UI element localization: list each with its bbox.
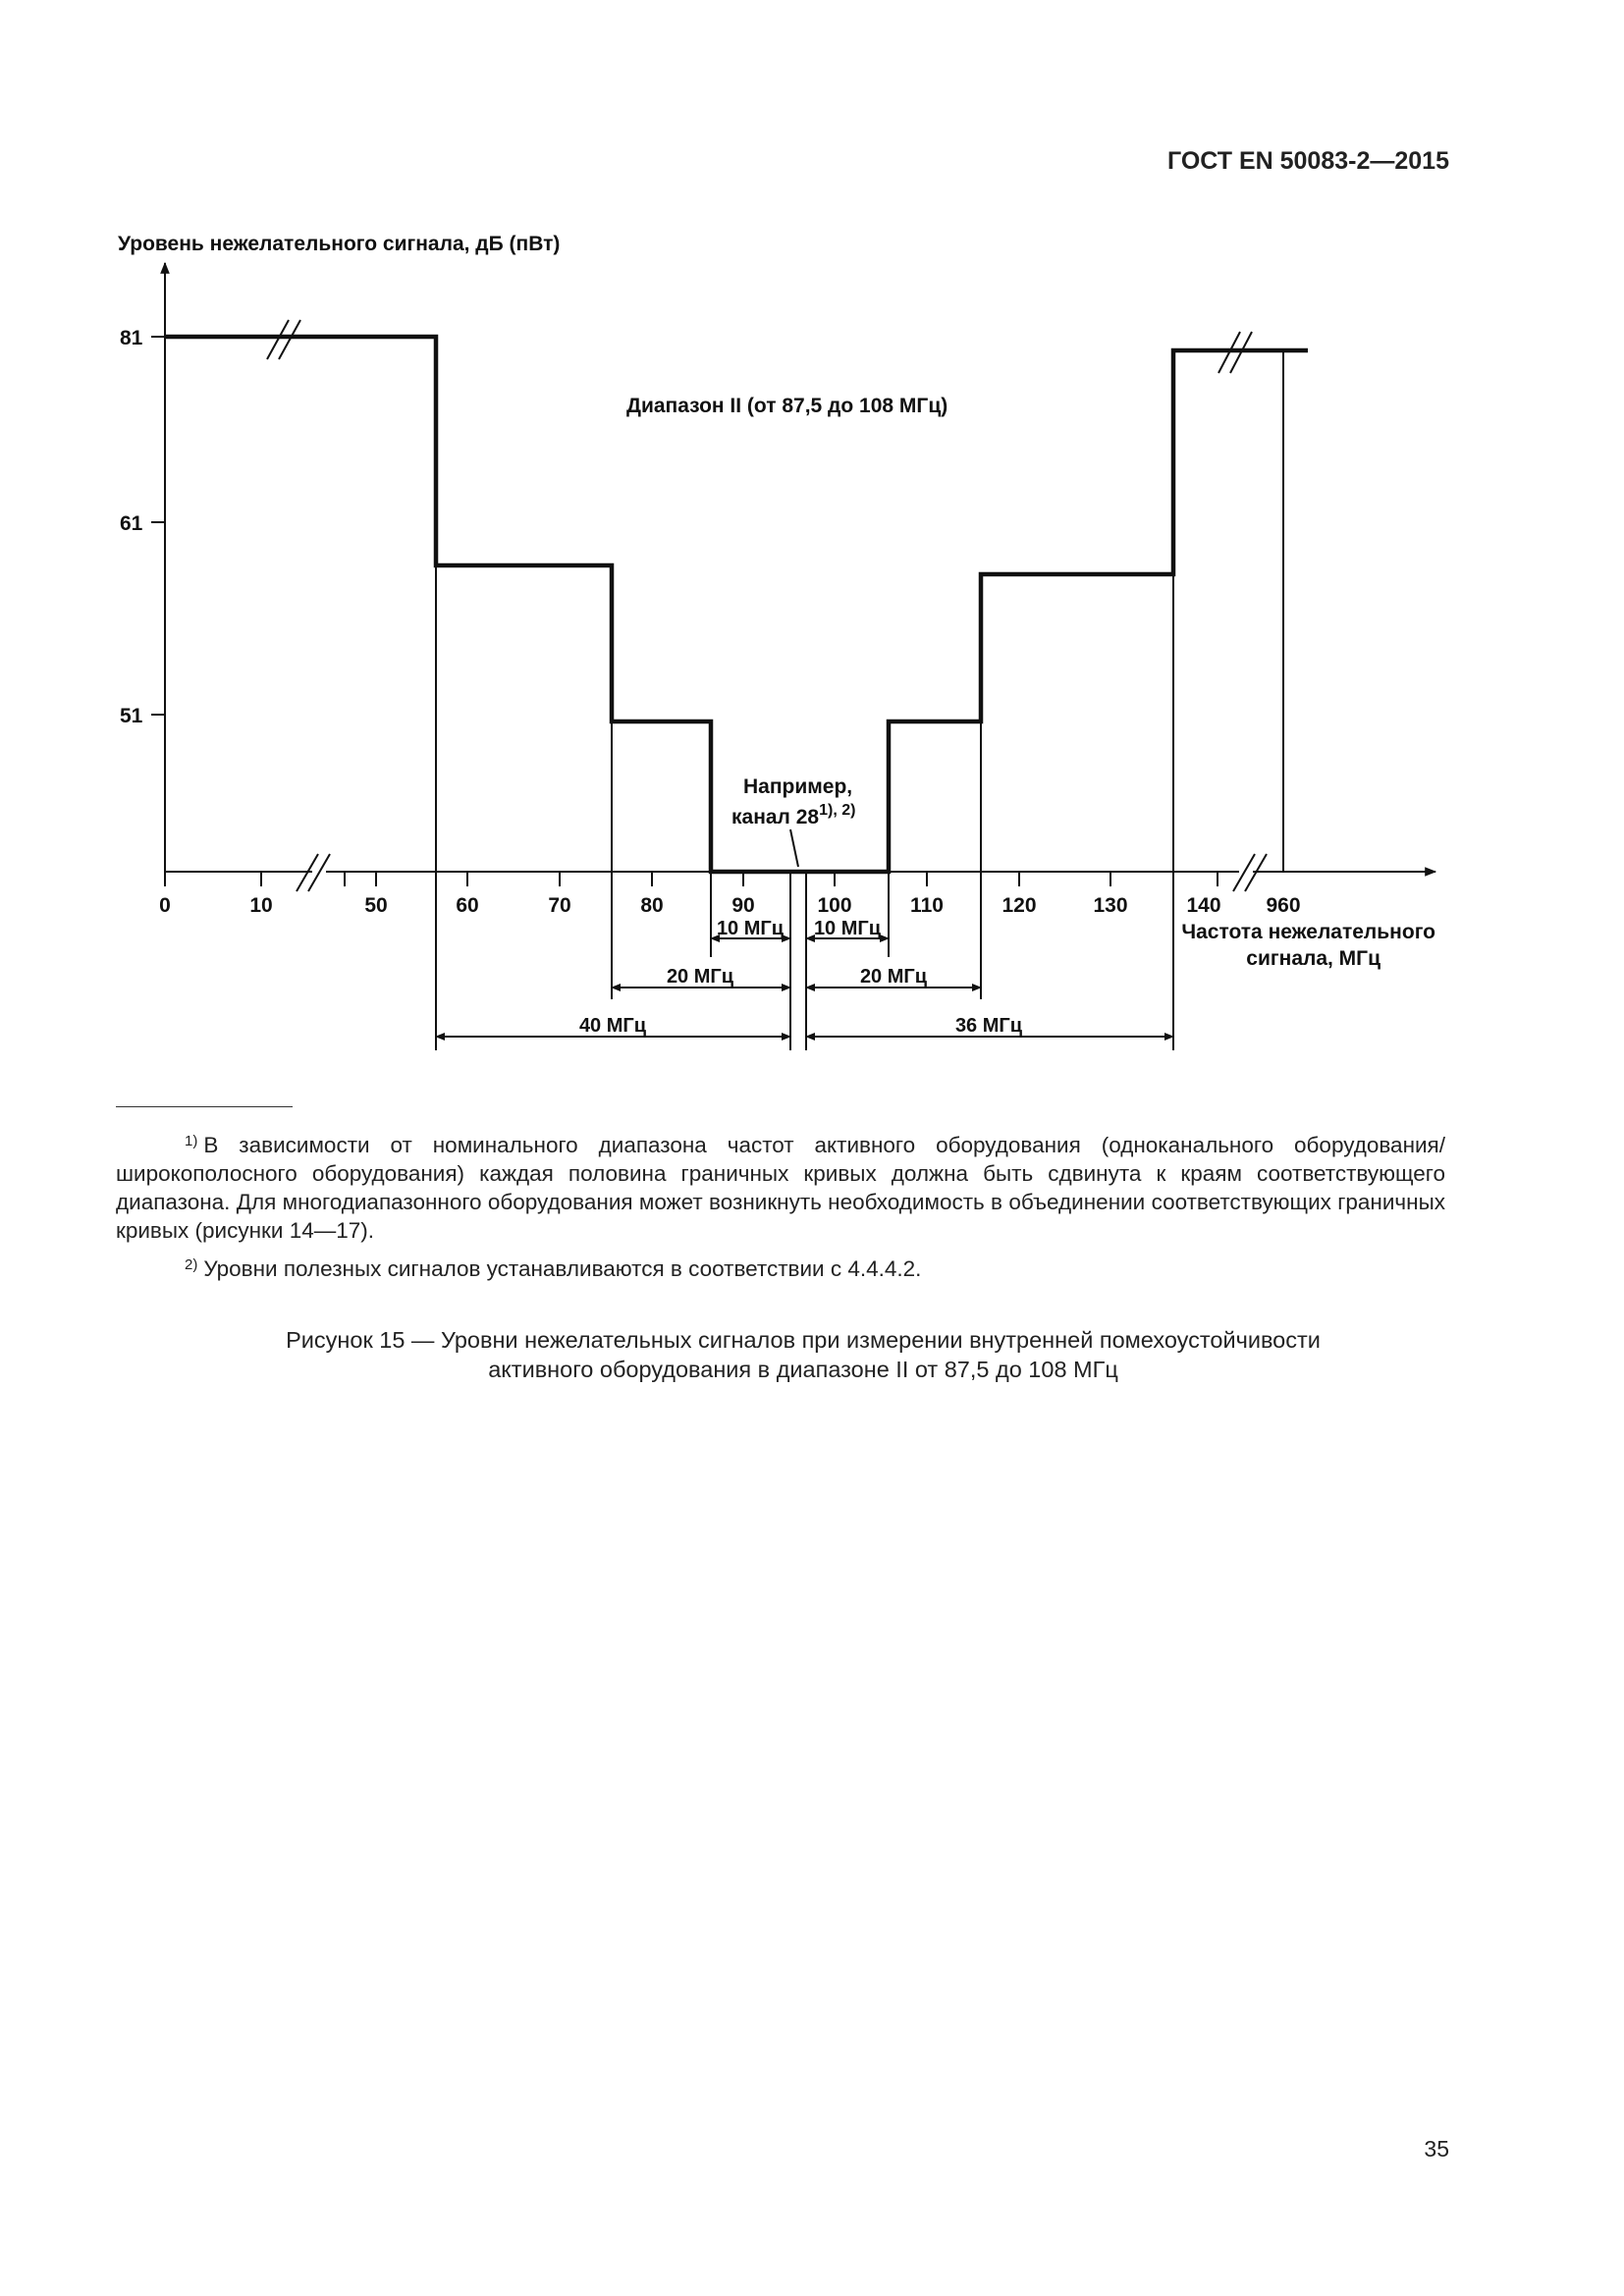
curve-break-mark <box>267 320 289 359</box>
x-tick-label: 110 <box>910 894 944 917</box>
example-label-line1: Например, <box>743 775 853 798</box>
x-tick-label: 0 <box>159 894 171 917</box>
footnote-2-mark: 2) <box>185 1256 198 1273</box>
figure-caption-line1: Рисунок 15 — Уровни нежелательных сигналов при измерении внутренней помехоустойчивости <box>286 1327 1321 1353</box>
x-tick-label: 10 <box>249 894 273 917</box>
example-pointer <box>790 829 798 867</box>
footnote-1-mark: 1) <box>185 1133 198 1149</box>
y-axis-title: Уровень нежелательного сигнала, дБ (пВт) <box>118 233 561 255</box>
x-tick-label: 130 <box>1093 894 1128 917</box>
x-tick-label: 50 <box>364 894 388 917</box>
document-id: ГОСТ EN 50083-2—2015 <box>1167 147 1449 175</box>
y-tick-label-81: 81 <box>120 327 143 349</box>
x-tick-label: 120 <box>1001 894 1037 917</box>
figure-caption <box>116 1325 1490 1384</box>
figure-caption-line2: активного оборудования в диапазоне II от 87,5 до 108 МГц <box>488 1357 1118 1382</box>
dim-label-36mhz: 36 МГц <box>954 1015 1023 1037</box>
dim-label-10mhz-left: 10 МГц <box>716 918 785 939</box>
x-tick-label: 60 <box>456 894 479 917</box>
footnote-separator <box>116 1106 293 1107</box>
footnote-1 <box>116 1131 1445 1245</box>
example-label-line2: канал $28^{1), 2)}$ <box>731 802 856 828</box>
dim-label-40mhz: 40 МГц <box>578 1015 647 1037</box>
footnote-2 <box>116 1255 1445 1283</box>
footnote-1-text: В зависимости от номинального диапазона частот активного оборудования (одноканального оборудования/широкополосного оборудования) каждая половина граничных кривых должна быть сдвинута к краям соответствующего диапазона. Для многодиапазонного оборудования может возникнуть необходимость в объединении соответствующих граничных кривых (рисунки 14—17). <box>116 1133 1445 1243</box>
curve-break-mark <box>279 320 300 359</box>
x-tick-label: 960 <box>1266 894 1301 917</box>
page-number: 35 <box>1424 2136 1449 2162</box>
x-axis-title-line1: Частота нежелательного <box>1181 921 1435 943</box>
x-axis-title-line2: сигнала, МГц <box>1246 947 1380 970</box>
x-tick-label: 90 <box>731 894 755 917</box>
y-tick-label-51: 51 <box>120 705 143 727</box>
example-label-sup: 1), 2) <box>819 802 856 819</box>
footnote-2-text: Уровни полезных сигналов устанавливаются в соответствии с 4.4.4.2. <box>203 1256 922 1281</box>
x-tick-label: 80 <box>640 894 664 917</box>
figure-15-chart <box>0 0 1624 1080</box>
dim-label-20mhz-right: 20 МГц <box>859 966 928 988</box>
y-tick-label-61: 61 <box>120 512 143 535</box>
dim-label-10mhz-right: 10 МГц <box>813 918 882 939</box>
dim-label-20mhz-left: 20 МГц <box>666 966 734 988</box>
x-tick-label: 70 <box>548 894 571 917</box>
x-tick-label: 100 <box>817 894 852 917</box>
band-label: Диапазон II (от 87,5 до 108 МГц) <box>626 395 948 417</box>
x-tick-label: 140 <box>1186 894 1221 917</box>
